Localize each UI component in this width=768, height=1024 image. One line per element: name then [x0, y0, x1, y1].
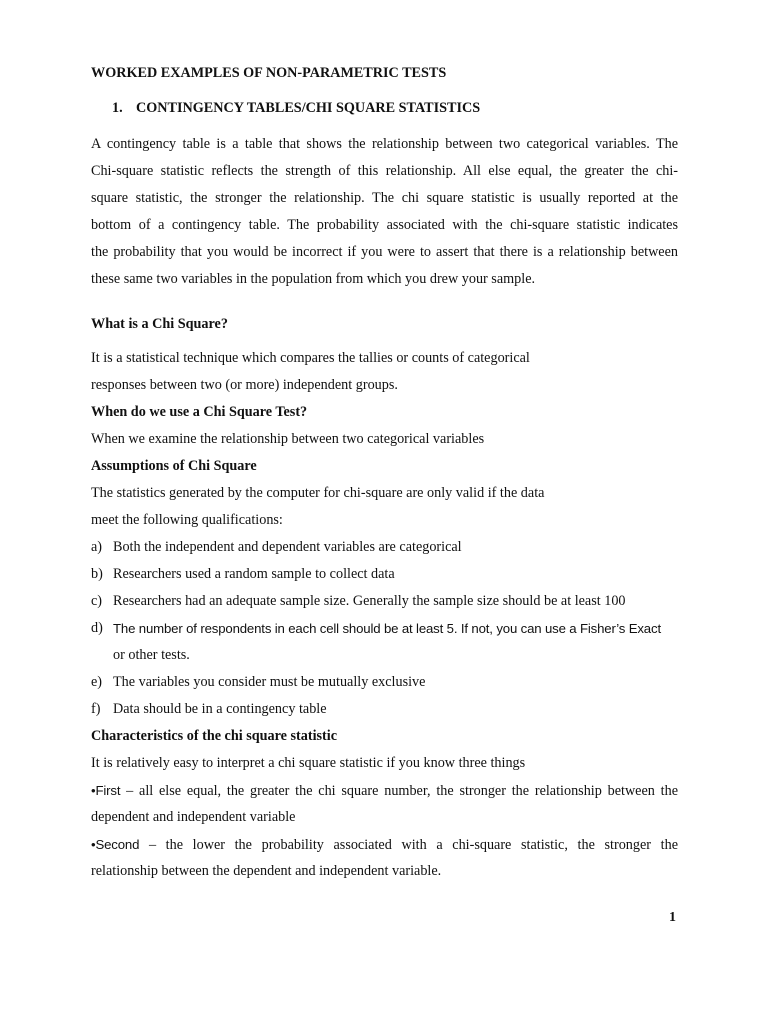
assumptions-line: The statistics generated by the computer for chi-square are only valid if the data — [91, 485, 545, 501]
second-point-line — [91, 831, 678, 858]
list-label: b) — [91, 566, 103, 582]
characteristics-heading: Characteristics of the chi square statistic — [91, 728, 338, 744]
list-item — [91, 561, 678, 588]
list-text: Researchers had an adequate sample size. Generally the sample size should be at least 100 — [113, 593, 626, 609]
intro-line: square statistic, the stronger the relationship. The chi square statistic is usually reported at the — [91, 190, 678, 206]
list-text: The variables you consider must be mutually exclusive — [113, 674, 426, 690]
list-item — [91, 534, 678, 561]
intro-line: the probability that you would be incorrect if you were to assert that there is a relationship between — [91, 244, 678, 260]
first-point-cont: dependent and independent variable — [91, 809, 296, 825]
list-label: f) — [91, 701, 101, 717]
list-text-continued: or other tests. — [113, 647, 190, 663]
list-label: c) — [91, 593, 103, 609]
list-item — [91, 588, 678, 615]
second-label: •Second — [91, 837, 140, 852]
second-text: – the lower the probability associated with a chi-square statistic, the stronger the — [139, 837, 678, 853]
intro-line: Chi-square statistic reflects the strength of this relationship. All else equal, the greater the chi- — [91, 163, 678, 179]
section-number: 1. — [112, 100, 123, 116]
list-item — [91, 615, 678, 642]
assumptions-heading: Assumptions of Chi Square — [91, 458, 257, 474]
assumptions-line: meet the following qualifications: — [91, 512, 283, 528]
list-label: e) — [91, 674, 103, 690]
intro-line: these same two variables in the population from which you drew your sample. — [91, 271, 536, 287]
list-text: The number of respondents in each cell should be at least 5. If not, you can use a Fisher’s Exact — [113, 621, 661, 636]
when-heading: When do we use a Chi Square Test? — [91, 404, 308, 420]
characteristics-intro: It is relatively easy to interpret a chi square statistic if you know three things — [91, 755, 526, 771]
list-item — [91, 669, 678, 696]
intro-paragraph — [91, 131, 678, 293]
list-item — [91, 696, 678, 723]
intro-line: bottom of a contingency table. The probability associated with the chi-square statistic indicates — [91, 217, 678, 233]
assumptions-list — [91, 534, 678, 885]
list-label: a) — [91, 539, 103, 555]
document-title: WORKED EXAMPLES OF NON-PARAMETRIC TESTS — [91, 65, 447, 81]
list-text: Both the independent and dependent variables are categorical — [113, 539, 462, 555]
chi-square-body — [91, 345, 678, 534]
list-text: Data should be in a contingency table — [113, 701, 327, 717]
first-text: – all else equal, the greater the chi square number, the stronger the relationship between the — [120, 783, 678, 799]
first-point-line — [91, 777, 678, 804]
what-line: responses between two (or more) independent groups. — [91, 377, 398, 393]
what-line: It is a statistical technique which compares the tallies or counts of categorical — [91, 350, 530, 366]
section-title: CONTINGENCY TABLES/CHI SQUARE STATISTICS — [136, 100, 481, 116]
what-heading: What is a Chi Square? — [91, 316, 228, 332]
second-point-cont: relationship between the dependent and independent variable. — [91, 863, 442, 879]
list-text: Researchers used a random sample to collect data — [113, 566, 395, 582]
first-label: •First — [91, 783, 121, 798]
section-heading — [112, 95, 699, 122]
page-number: 1 — [669, 910, 676, 925]
list-label: d) — [91, 620, 103, 636]
when-text: When we examine the relationship between two categorical variables — [91, 431, 485, 447]
intro-line: A contingency table is a table that shows the relationship between two categorical variables. The — [91, 136, 678, 152]
